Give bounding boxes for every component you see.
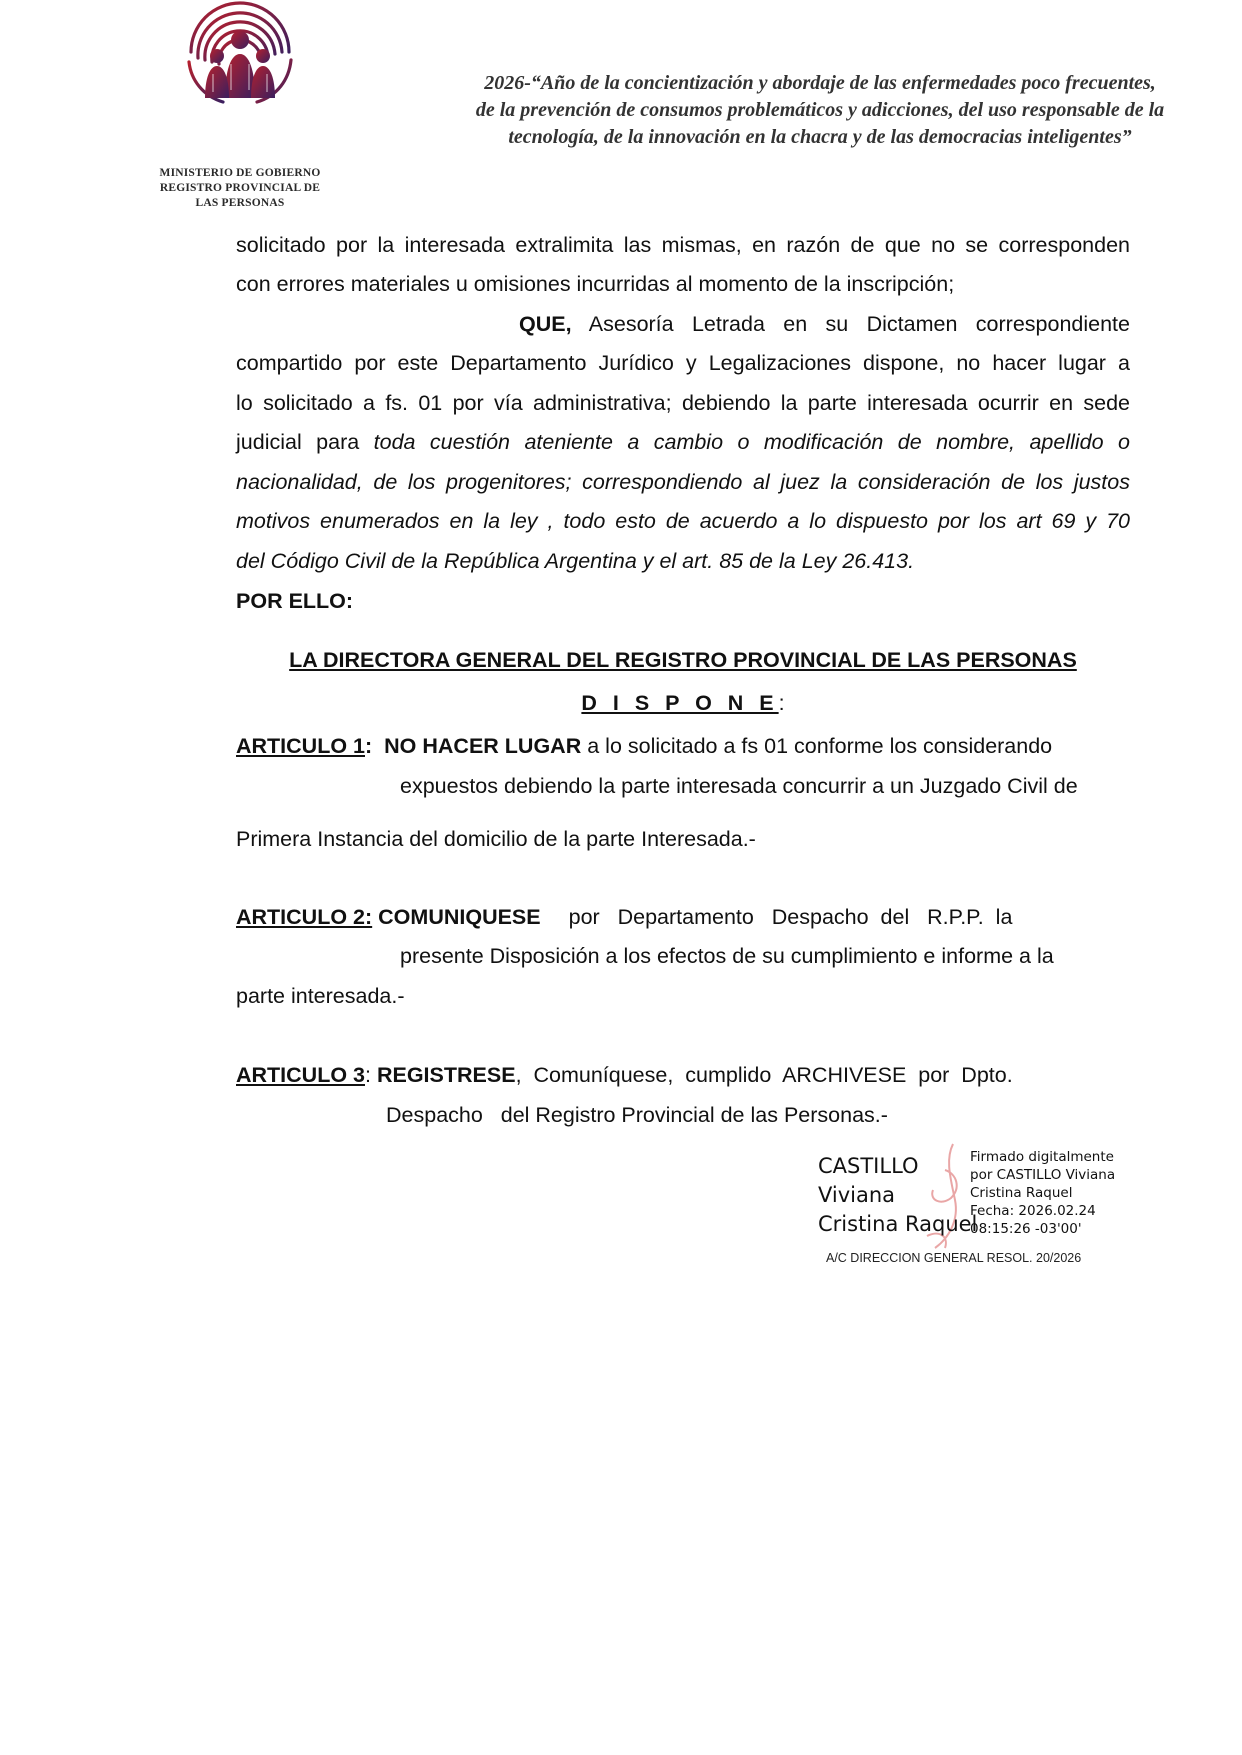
article-1-colon: : — [365, 734, 373, 758]
article-1-bold: NO HACER LUGAR — [384, 734, 582, 758]
article-2-line: parte interesada.- — [236, 984, 405, 1008]
body-line: lo solicitado a fs. 01 por vía administrativa; debiendo la parte interesada ocurrir en sede — [236, 391, 1130, 415]
article-3-colon: : — [365, 1063, 371, 1087]
dispone-colon: : — [778, 691, 785, 715]
body-line: compartido por este Departamento Jurídico y Legalizaciones dispone, no hacer lugar a — [236, 351, 1130, 375]
article-1-line — [236, 732, 1130, 760]
que-keyword: QUE, — [519, 312, 572, 336]
body-line: con errores materiales u omisiones incurridas al momento de la inscripción; — [236, 272, 955, 296]
fingerprint-people-logo-icon — [183, 0, 297, 104]
signature-detail-line: por CASTILLO Viviana — [970, 1167, 1116, 1183]
article-3-line: Despacho del Registro Provincial de las Personas.- — [386, 1103, 888, 1127]
dispone-heading — [236, 689, 1130, 717]
que-line — [519, 310, 1130, 338]
signature-detail-line: Cristina Raquel — [970, 1185, 1073, 1201]
body-text: judicial para — [236, 430, 360, 454]
ministry-line: LAS PERSONAS — [195, 197, 285, 209]
ministry-line: MINISTERIO DE GOBIERNO — [159, 167, 321, 179]
ministry-name — [140, 166, 340, 211]
article-2-text: por Departamento Despacho del R.P.P. la — [568, 905, 1013, 929]
que-text: Asesoría Letrada en su Dictamen correspondiente — [588, 312, 1130, 336]
article-2-line — [236, 903, 1130, 931]
signature-detail-line: 08:15:26 -03'00' — [970, 1221, 1082, 1237]
signer-name-line: CASTILLO — [818, 1154, 919, 1178]
signature-details — [970, 1148, 1115, 1238]
body-text-italic: toda cuestión ateniente a cambio o modificación de nombre, apellido o — [373, 430, 1130, 454]
signature-footer: A/C DIRECCION GENERAL RESOL. 20/2026 — [826, 1251, 1082, 1265]
motto-line: 2026-“Año de la concientización y abordaje de las enfermedades poco frecuentes, — [484, 72, 1156, 94]
article-3-line — [236, 1061, 1130, 1089]
article-2-line: presente Disposición a los efectos de su cumplimiento e informe a la — [400, 944, 1054, 968]
article-1-line: expuestos debiendo la parte interesada concurrir a un Juzgado Civil de — [400, 774, 1078, 798]
signer-name-line: Cristina Raquel — [818, 1212, 978, 1236]
article-3-label: ARTICULO 3 — [236, 1063, 365, 1087]
article-1-text: a lo solicitado a fs 01 conforme los considerando — [587, 734, 1053, 758]
article-3-text: , Comuníquese, cumplido ARCHIVESE por Dpto. — [515, 1063, 1013, 1087]
body-line: motivos enumerados en la ley , todo esto de acuerdo a lo dispuesto por los art 69 y 70 — [236, 509, 1130, 533]
signature-detail-line: Fecha: 2026.02.24 — [970, 1203, 1096, 1219]
motto-line: de la prevención de consumos problemáticos y adicciones, del uso responsable de la — [475, 99, 1165, 121]
article-3-bold: REGISTRESE — [376, 1063, 516, 1087]
signer-name — [818, 1152, 977, 1239]
resolution-title: LA DIRECTORA GENERAL DEL REGISTRO PROVINCIAL DE LAS PERSONAS — [289, 648, 1077, 672]
dispone-word: D I S P O N E — [581, 691, 779, 715]
article-1-label: ARTICULO 1 — [236, 734, 365, 758]
article-1-line: Primera Instancia del domicilio de la parte Interesada.- — [236, 827, 756, 851]
signer-name-line: Viviana — [818, 1183, 896, 1207]
body-line: nacionalidad, de los progenitores; correspondiendo al juez la consideración de los justos — [236, 470, 1130, 494]
motto-line: tecnología, de la innovación en la chacra y de las democracias inteligentes” — [508, 126, 1132, 148]
body-line: del Código Civil de la República Argentina y el art. 85 de la Ley 26.413. — [236, 549, 915, 573]
body-line — [236, 428, 1130, 456]
por-ello-heading: POR ELLO: — [236, 589, 354, 613]
year-motto — [440, 70, 1200, 151]
article-2-label: ARTICULO 2: — [236, 905, 373, 929]
signature-detail-line: Firmado digitalmente — [970, 1149, 1114, 1165]
body-line: solicitado por la interesada extralimita las mismas, en razón de que no se corresponden — [236, 233, 1130, 257]
article-2-bold: COMUNIQUESE — [378, 905, 541, 929]
ministry-line: REGISTRO PROVINCIAL DE — [159, 182, 321, 194]
